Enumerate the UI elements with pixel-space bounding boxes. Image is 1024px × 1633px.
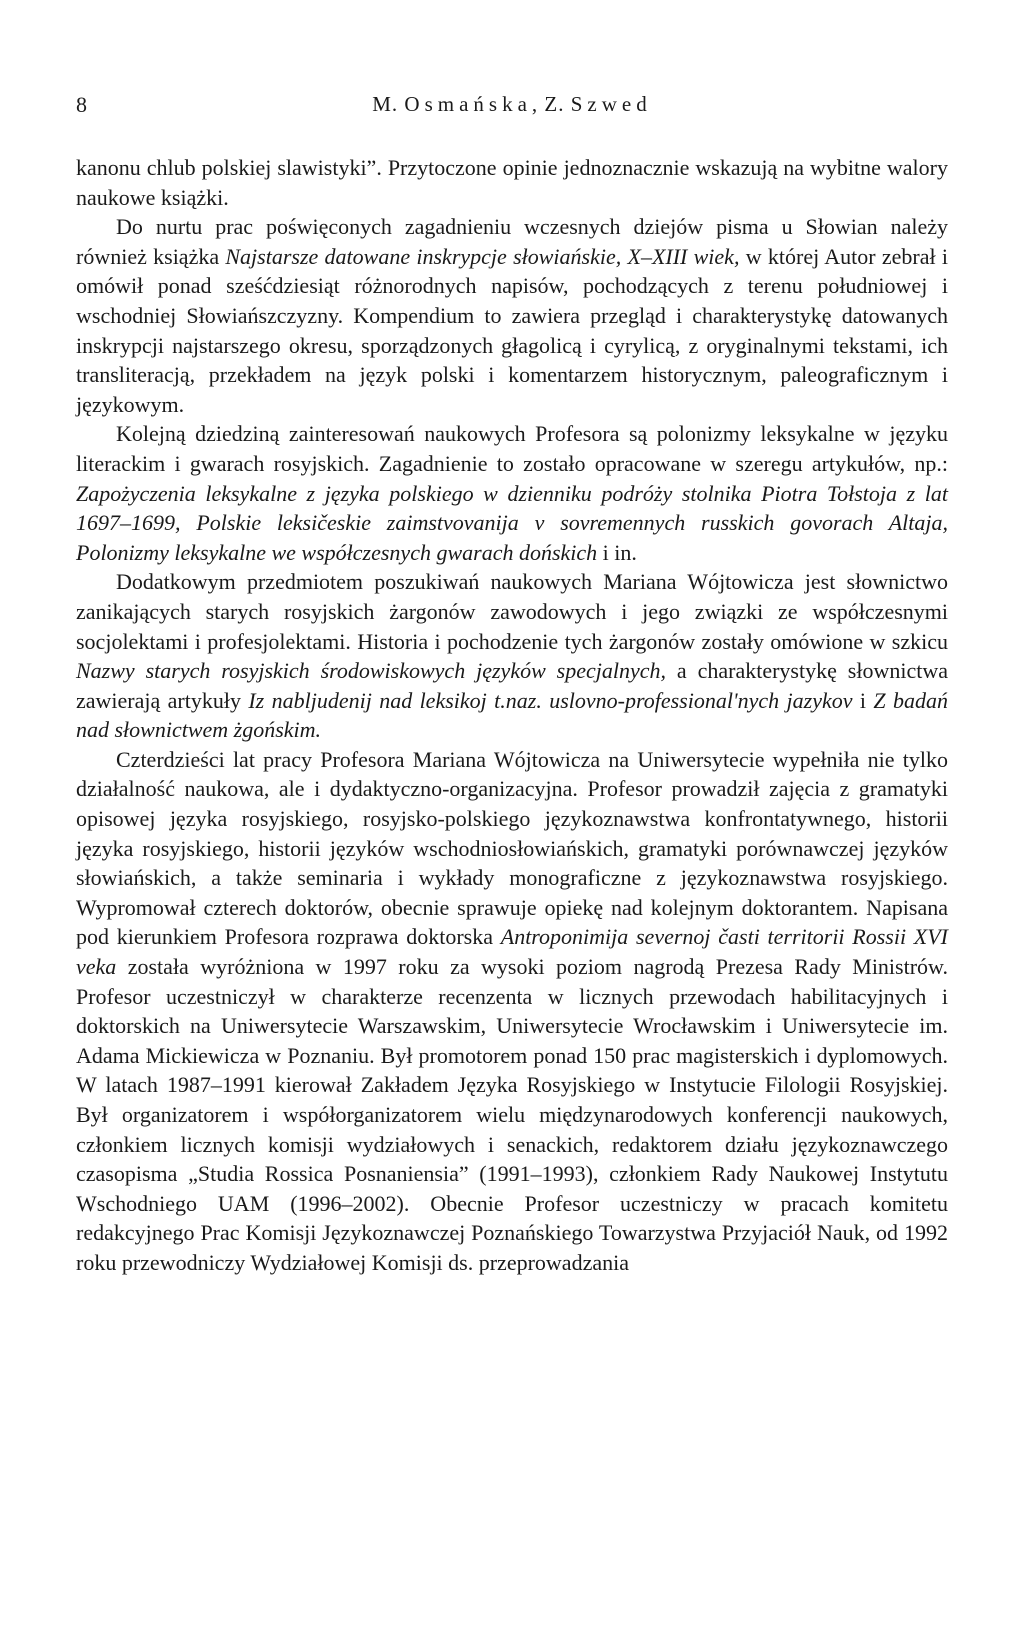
book-title: Najstarsze datowane inskrypcje słowiańskie, X–XIII wiek, [225,243,740,269]
article-title: Z badań nad słownictwem żgońskim. [76,687,949,743]
text-run: Czterdzieści lat pracy Profesora Mariana Wójtowicza na Uniwersytecie wypełniła nie tylko działalność naukowa, ale i dydaktyczno-organizacyjna. Profesor prowadził zajęcia z gramatyki opisowej języka rosyjskiego, rosyjsko-polskiego językoznawstwa konfrontatywnego, historii języka rosyjskiego, historii języków wschodniosłowiańskich, gramatyki porównawczej języków słowiańskich, a także seminaria i wykłady monograficzne z językoznawstwa rosyjskiego. Wypromował czterech doktorów, obecnie sprawuje opiekę nad kolejnym doktorantem. Napisana pod kierunkiem Profesora rozprawa doktorska [76,746,948,950]
paragraph [76,567,948,745]
text-run: Do nurtu prac poświęconych zagadnieniu wczesnych dziejów pisma u Słowian należy również książka [76,214,948,269]
paragraph [76,212,948,419]
article-title: Iz nabljudenij nad leksikoj t.naz. uslovno-professional'nych jazykov [248,687,853,713]
text-run: i [852,687,874,713]
article-titles: Zapożyczenia leksykalne z języka polskiego w dzienniku podróży stolnika Piotra Tołstoja z lat 1697–1699, Polskie leksičeskie zaimstvovanija v sovremennych russkich govorach Altaja, Polonizmy leksykalne we współczesnych gwarach dońskich [76,480,948,565]
author-surname-2: Szwed [570,92,652,116]
header-authors [76,92,948,117]
text-run: Dodatkowym przedmiotem poszukiwań naukowych Mariana Wójtowicza jest słownictwo zanikających starych rosyjskich żargonów zawodowych i jego związki ze współczesnymi socjolektami i profesjolektami. Historia i pochodzenie tych żargonów zostały omówione w szkicu [76,569,948,654]
text-run: Kolejną dziedziną zainteresowań naukowych Profesora są polonizmy leksykalne w języku literackim i gwarach rosyjskich. Zagadnienie to zostało opracowane w szeregu artykułów, np.: [76,421,948,476]
text-run: a charakterystykę słownictwa zawierają artykuły [76,658,948,713]
paragraph [76,153,948,212]
running-header [76,92,948,126]
text-run: i in. [597,539,637,565]
text-run: w której Autor zebrał i omówił ponad sześćdziesiąt różnorodnych napisów, pochodzących z terenu południowej i wschodniej Słowiańszczyzny. Kompendium to zawiera przegląd i charakterystykę datowanych inskrypcji najstarszego okresu, sporządzonych głagolicą i cyrylicą, z oryginalnymi tekstami, ich transliteracją, przekładem na język polski i komentarzem historycznym, paleograficznym i językowym. [76,243,948,417]
text-run: kanonu chlub polskiej slawistyki”. Przytoczone opinie jednoznacznie wskazują na wybitne walory naukowe książki. [76,155,948,210]
author-initial-1: M. [372,92,399,116]
paragraph [76,745,948,1278]
article-title: Nazwy starych rosyjskich środowiskowych języków specjalnych, [76,658,667,684]
author-surname-1: Osmańska [404,92,532,116]
paragraph [76,419,948,567]
page-number: 8 [76,92,87,117]
body-text [76,153,948,1278]
text-run: została wyróżniona w 1997 roku za wysoki poziom nagrodą Prezesa Rady Ministrów. Profesor uczestniczył w charakterze recenzenta w licznych przewodach habilitacyjnych i doktorskich na Uniwersytecie Warszawskim, Uniwersytecie Wrocławskim i Uniwersytecie im. Adama Mickiewicza w Poznaniu. Był promotorem ponad 150 prac magisterskich i dyplomowych. W latach 1987–1991 kierował Zakładem Języka Rosyjskiego w Instytucie Filologii Rosyjskiej. Był organizatorem i współorganizatorem wielu międzynarodowych konferencji naukowych, członkiem licznych komisji wydziałowych i senackich, redaktorem działu językoznawczego czasopisma „Studia Rossica Posnaniensia” (1991–1993), członkiem Rady Naukowej Instytutu Wschodniego UAM (1996–2002). Obecnie Profesor uczestniczy w pracach komitetu redakcyjnego Prac Komisji Językoznawczej Poznańskiego Towarzystwa Przyjaciół Nauk, od 1992 roku przewodniczy Wydziałowej Komisji ds. przeprowadzania [76,954,948,1275]
author-separator: , [531,92,539,116]
author-initial-2: Z. [544,92,565,116]
dissertation-title: Antroponimija severnoj časti territorii Rossii XVI veka [76,924,948,980]
